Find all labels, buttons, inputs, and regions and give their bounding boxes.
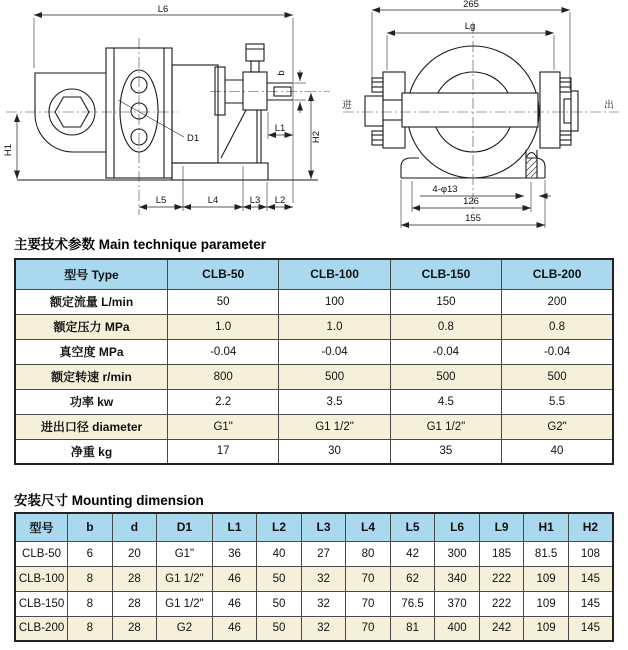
title-zh: 安装尺寸 bbox=[14, 493, 68, 508]
title-en: Mounting dimension bbox=[71, 493, 204, 508]
table-row bbox=[15, 591, 613, 616]
table-cell: 32 bbox=[301, 616, 346, 641]
column-header: L4 bbox=[346, 513, 391, 541]
dim-label-l3: L3 bbox=[249, 195, 261, 206]
table-cell: 0.8 bbox=[390, 314, 501, 339]
table-cell: 2.2 bbox=[167, 389, 278, 414]
end-view-drawing bbox=[335, 0, 628, 232]
dim-label-l1: L1 bbox=[274, 123, 286, 134]
table-cell: G2 bbox=[157, 616, 213, 641]
table-cell: 32 bbox=[301, 566, 346, 591]
row-label: 真空度 MPa bbox=[15, 339, 167, 364]
table-row bbox=[15, 389, 613, 414]
table-cell: 70 bbox=[346, 616, 391, 641]
table-cell: 50 bbox=[167, 289, 278, 314]
table-cell: 4.5 bbox=[390, 389, 501, 414]
table-cell: 62 bbox=[390, 566, 435, 591]
table-cell: 81 bbox=[390, 616, 435, 641]
column-header: L9 bbox=[479, 513, 524, 541]
row-label: 额定转速 r/min bbox=[15, 364, 167, 389]
side-view-drawing bbox=[0, 0, 335, 232]
table-cell: -0.04 bbox=[390, 339, 501, 364]
table-cell: 50 bbox=[257, 591, 302, 616]
table-cell: G1 1/2" bbox=[279, 414, 390, 439]
table-row bbox=[15, 314, 613, 339]
table-cell: 145 bbox=[568, 591, 613, 616]
inlet-label: 进 bbox=[342, 100, 352, 111]
table-cell: 46 bbox=[212, 616, 257, 641]
header-row bbox=[15, 259, 613, 289]
table-cell: 50 bbox=[257, 616, 302, 641]
table-cell: 242 bbox=[479, 616, 524, 641]
table-cell: 145 bbox=[568, 566, 613, 591]
bolt bbox=[372, 78, 383, 92]
table-cell: 35 bbox=[390, 439, 501, 464]
column-header: CLB-150 bbox=[390, 259, 501, 289]
table-cell: 5.5 bbox=[502, 389, 613, 414]
outlet-port bbox=[571, 91, 578, 131]
row-label: CLB-100 bbox=[15, 566, 68, 591]
table-cell: 8 bbox=[68, 616, 113, 641]
dim-label-base-width: 155 bbox=[465, 213, 481, 224]
table-cell: 200 bbox=[502, 289, 613, 314]
table-cell: 28 bbox=[112, 591, 157, 616]
column-header: 型号 bbox=[15, 513, 68, 541]
bolt bbox=[372, 131, 383, 145]
table-cell: -0.04 bbox=[502, 339, 613, 364]
table-cell: 185 bbox=[479, 541, 524, 566]
table-cell: 36 bbox=[212, 541, 257, 566]
mounting-table-title bbox=[14, 489, 204, 509]
table-cell: 370 bbox=[435, 591, 480, 616]
table-cell: 40 bbox=[502, 439, 613, 464]
table-cell: 8 bbox=[68, 591, 113, 616]
column-header: b bbox=[68, 513, 113, 541]
header-row bbox=[15, 513, 613, 541]
table-cell: G1 1/2" bbox=[157, 591, 213, 616]
column-header: d bbox=[112, 513, 157, 541]
table-cell: G1" bbox=[157, 541, 213, 566]
table-cell: -0.04 bbox=[167, 339, 278, 364]
table-row bbox=[15, 616, 613, 641]
table-cell: 222 bbox=[479, 591, 524, 616]
row-label: 功率 kw bbox=[15, 389, 167, 414]
column-header: L1 bbox=[212, 513, 257, 541]
column-header: H1 bbox=[524, 513, 569, 541]
table-cell: 100 bbox=[279, 289, 390, 314]
table-cell: 6 bbox=[68, 541, 113, 566]
table-cell: 500 bbox=[279, 364, 390, 389]
table-cell: 27 bbox=[301, 541, 346, 566]
shaft-housing bbox=[402, 93, 538, 127]
row-label: CLB-200 bbox=[15, 616, 68, 641]
bolt-hole-boss bbox=[526, 153, 537, 159]
column-header: CLB-50 bbox=[167, 259, 278, 289]
row-label: 进出口径 diameter bbox=[15, 414, 167, 439]
table-cell: 222 bbox=[479, 566, 524, 591]
table-cell: 50 bbox=[257, 566, 302, 591]
table-cell: 20 bbox=[112, 541, 157, 566]
outlet-label: 出 bbox=[604, 100, 614, 111]
title-zh: 主要技术参数 bbox=[14, 237, 95, 252]
table-cell: 109 bbox=[524, 591, 569, 616]
dim-label-d1: D1 bbox=[187, 133, 200, 144]
table-cell: 109 bbox=[524, 566, 569, 591]
dim-label-l6: L6 bbox=[157, 4, 169, 15]
table-cell: 8 bbox=[68, 566, 113, 591]
hatch-lines bbox=[526, 158, 537, 177]
table-cell: 32 bbox=[301, 591, 346, 616]
table-cell: 17 bbox=[167, 439, 278, 464]
relief-valve-body bbox=[243, 72, 267, 110]
table-row bbox=[15, 339, 613, 364]
dim-label-holes: 4-φ13 bbox=[432, 184, 458, 195]
table-cell: 1.0 bbox=[279, 314, 390, 339]
table-cell: 28 bbox=[112, 616, 157, 641]
bolt bbox=[560, 131, 571, 145]
table-row bbox=[15, 439, 613, 464]
table-cell: 81.5 bbox=[524, 541, 569, 566]
column-header: L5 bbox=[390, 513, 435, 541]
table-cell: G1 1/2" bbox=[390, 414, 501, 439]
row-label: 净重 kg bbox=[15, 439, 167, 464]
technical-drawings bbox=[0, 0, 628, 232]
column-header: H2 bbox=[568, 513, 613, 541]
column-header: CLB-200 bbox=[502, 259, 613, 289]
table-cell: 70 bbox=[346, 591, 391, 616]
table-row bbox=[15, 289, 613, 314]
table-row bbox=[15, 364, 613, 389]
table-cell: 70 bbox=[346, 566, 391, 591]
dim-label-b: b bbox=[276, 70, 287, 76]
table-cell: -0.04 bbox=[279, 339, 390, 364]
dim-label-hole-span: 126 bbox=[463, 196, 479, 207]
table-cell: 46 bbox=[212, 566, 257, 591]
dim-label-overall-width: 265 bbox=[463, 0, 479, 10]
base-plate bbox=[172, 163, 268, 180]
parameter-table bbox=[14, 258, 614, 465]
table-cell: 108 bbox=[568, 541, 613, 566]
dim-label-lg: Lg bbox=[464, 21, 476, 32]
column-header: L3 bbox=[301, 513, 346, 541]
column-header: D1 bbox=[157, 513, 213, 541]
table-cell: 46 bbox=[212, 591, 257, 616]
parameter-table-title bbox=[14, 233, 266, 253]
row-label: CLB-150 bbox=[15, 591, 68, 616]
column-header: L6 bbox=[435, 513, 480, 541]
table-row bbox=[15, 566, 613, 591]
table-cell: 800 bbox=[167, 364, 278, 389]
table-cell: 3.5 bbox=[279, 389, 390, 414]
table-cell: 40 bbox=[257, 541, 302, 566]
table-cell: 1.0 bbox=[167, 314, 278, 339]
row-label: 额定流量 L/min bbox=[15, 289, 167, 314]
outlet-neck bbox=[564, 99, 571, 123]
table-cell: 28 bbox=[112, 566, 157, 591]
relief-valve-cap bbox=[246, 44, 264, 61]
table-cell: 80 bbox=[346, 541, 391, 566]
row-label: CLB-50 bbox=[15, 541, 68, 566]
dim-label-h2: H2 bbox=[311, 130, 322, 144]
table-cell: 109 bbox=[524, 616, 569, 641]
table-cell: 42 bbox=[390, 541, 435, 566]
table-cell: 300 bbox=[435, 541, 480, 566]
table-row bbox=[15, 414, 613, 439]
dim-label-h1: H1 bbox=[3, 143, 14, 157]
table-cell: 150 bbox=[390, 289, 501, 314]
table-cell: 30 bbox=[279, 439, 390, 464]
column-header: CLB-100 bbox=[279, 259, 390, 289]
table-cell: 0.8 bbox=[502, 314, 613, 339]
table-cell: 500 bbox=[390, 364, 501, 389]
column-header: L2 bbox=[257, 513, 302, 541]
table-cell: 500 bbox=[502, 364, 613, 389]
inlet-port bbox=[365, 96, 383, 126]
table-cell: 340 bbox=[435, 566, 480, 591]
mounting-table bbox=[14, 512, 614, 642]
table-cell: G2" bbox=[502, 414, 613, 439]
table-cell: 400 bbox=[435, 616, 480, 641]
table-cell: G1 1/2" bbox=[157, 566, 213, 591]
dim-label-l2: L2 bbox=[274, 195, 286, 206]
table-row bbox=[15, 541, 613, 566]
table-cell: 145 bbox=[568, 616, 613, 641]
row-label: 额定压力 MPa bbox=[15, 314, 167, 339]
dim-label-l5: L5 bbox=[155, 195, 167, 206]
dim-label-l4: L4 bbox=[207, 195, 219, 206]
title-en: Main technique parameter bbox=[98, 237, 267, 252]
column-header: 型号 Type bbox=[15, 259, 167, 289]
right-flange bbox=[540, 72, 560, 148]
table-cell: G1" bbox=[167, 414, 278, 439]
table-cell: 76.5 bbox=[390, 591, 435, 616]
dimension-labels bbox=[3, 4, 322, 206]
bolt bbox=[560, 78, 571, 92]
